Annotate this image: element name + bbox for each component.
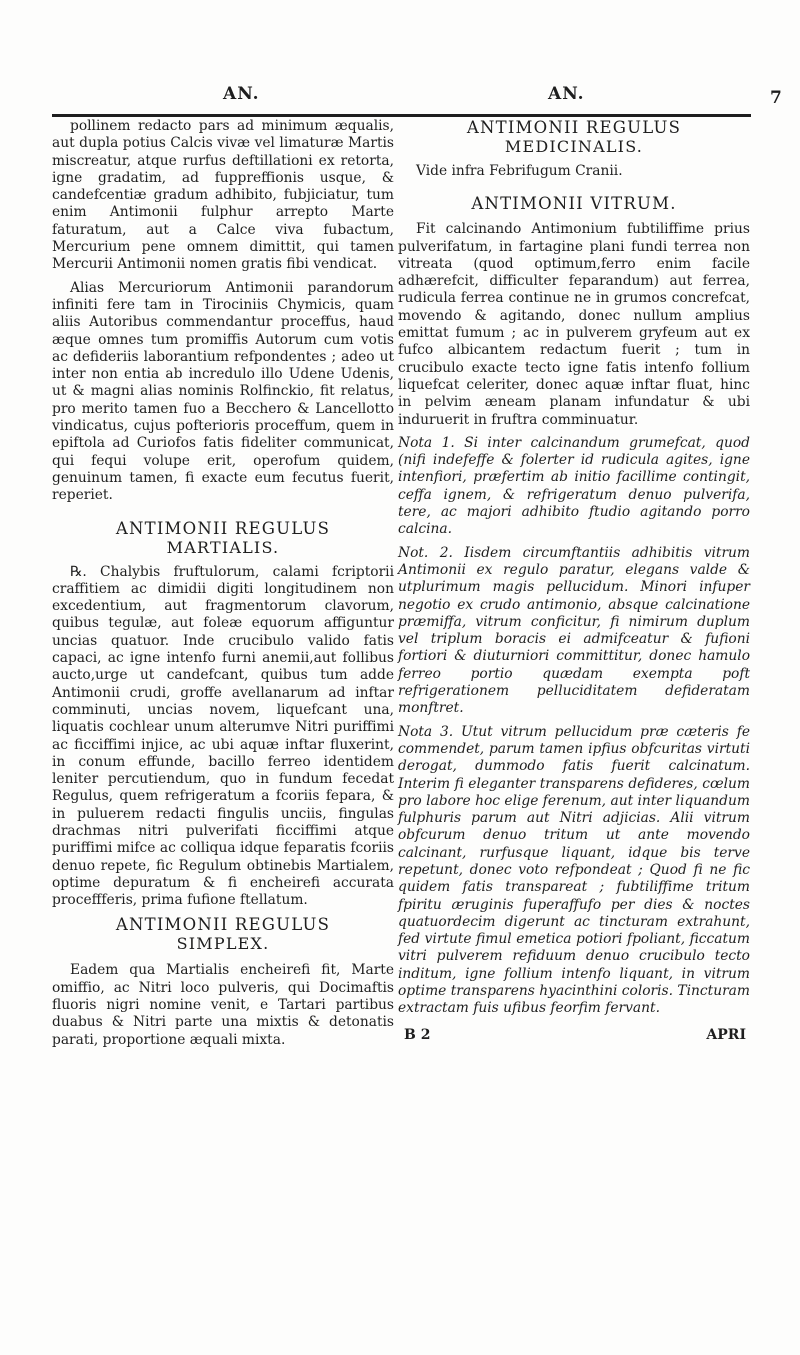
note-3: [398, 724, 750, 1018]
running-head-right: AN.: [548, 84, 585, 104]
heading-regulus-simplex: ANTIMONII REGULUS: [115, 915, 331, 935]
note-3-text: Utut vitrum pellucidum præ cæteris fe commendet, parum tamen ipfius obfcuritas virtuti derogat, dummodo fatis fuerit calcinatum. Interim fi eleganter transparens defideres, cœlum pro labore hoc elige ferenum, aut inter liquandum fulphuris parum aut Nitri adjicias. Alii vitrum obfcurum denuo tritum ut ante movendo calcinant, rurfusque liquant, idque bis terve repetunt, donec voto refpondeat ; Quod fi ne fic quidem fatis transpareat ; fubtiliffime tritum fpiritu æruginis fuperaffufo per dies & noctes quatuordecim digerunt ac tincturam extrahunt, fed virtute fimul emetica potiori fpoliant, ficcatum vitri pulverem refiduum denuo crucibulo tecto inditum, igne follium intenfo liquant, in vitrum optime transparens hyacinthini coloris. Tincturam extractam fuis ufibus feorfim fervant.: [398, 723, 751, 1017]
heading-vitrum: ANTIMONII VITRUM.: [471, 194, 677, 214]
paragraph-recipe-martialis: ℞. Chalybis fruftulorum, calami fcriptorii craffitiem ac dimidii digiti longitudinem non excedentium, aut fragmentorum clavorum, quibus tegulæ, aut foleæ equorum affiguntur uncias quatuor. Inde crucibulo valido fatis capaci, ac igne intenfo furni anemii,aut follibus aucto,urge ut candefcant, quibus tum adde Antimonii crudi, groffe avellanarum ad inftar comminuti, uncias novem, liquefcant una, liquatis cochlear unum alterumve Nitri puriffimi ac ficciffimi injice, ac ubi aquæ inftar fluxerint, in conum effunde, bacillo ferreo identidem leniter percutiendum, quo in fundum fecedat Regulus, quem refrigeratum a fcoriis feparа, & in puluerem redacti fingulis unciis, fingulas drachmas nitri pulverifati ficciffimi atque puriffimi mifce ac colliqua idque feparatis fcoriis denuo repete, fic Regulum obtinebis Martialem, optime depuratum & fi encheirefi accurata proceffferis, prima fufione ftellatum.: [52, 563, 394, 909]
right-column: [398, 118, 750, 1018]
note-2: [398, 545, 750, 718]
paragraph-vide-infra: Vide infra Febrifugum Cranii.: [416, 163, 623, 179]
note-2-label: Not. 2.: [398, 544, 453, 561]
running-head-left: AN.: [223, 84, 260, 104]
paragraph-mercuriorum-parandorum: Alias Mercuriorum Antimonii parandorum infiniti fere tam in Tirociniis Chymicis, quam aliis Autoribus commendantur proceffus, haud æque omnes tum promiffis Autorum cum votis ac defideriis laborantium refpondentes ; adeo ut inter non entia ab incredulo illo Udene Udenis, ut & magni alias nominis Rolfinckio, fit relatus, pro merito tamen fuo a Becchero & Lancellotto vindicatus, cujus pofterioris proceffum, quem in epiftola ad Curiofos fatis fideliter communicat, qui fequi volupe erit, operofum quidem, genuinum tamen, fi exacte eum fecutus fuerit, reperiet.: [52, 279, 394, 504]
page-number: 7: [770, 88, 782, 108]
note-1: [398, 435, 750, 539]
subheading-simplex: SIMPLEX.: [176, 934, 270, 954]
note-3-label: Nota 3.: [398, 723, 454, 740]
subheading-martialis: MARTIALIS.: [166, 537, 280, 557]
note-1-text: Si inter calcinandum grumefcat, quod (nifi indefeffe & folerter id rudicula agites, igne intenfiori, præfertim ab initio facillime contingit, ceffa ignem, & refrigeratum denuo pulverifa, tere, ac majori adhibito ftudio agitando porro calcina.: [398, 434, 750, 538]
heading-regulus-martialis: ANTIMONII REGULUS: [115, 518, 331, 538]
left-column: [52, 118, 394, 1049]
catchword: APRI: [706, 1027, 746, 1043]
signature-mark: B 2: [404, 1027, 431, 1043]
heading-regulus-medicinalis: ANTIMONII REGULUS: [466, 118, 682, 137]
note-2-text: Iisdem circumftantiis adhibitis vitrum Antimonii ex regulo paratur, elegans valde & utplurimum magis pellucidum. Minori infuper negotio ex crudo antimonio, absque calcinatione præmiffa, vitrum conficitur, fi nimirum duplum vel triplum boracis ei admifceatur & fufioni fortiori & diuturniori committitur, donec hamulo ferreo portio quædam exempta poft refrigerationem pelluciditatem defideratam monftret.: [398, 544, 751, 717]
paragraph-mercurius-continuation: pollinem redacto pars ad minimum æqualis, aut dupla potius Calcis vivæ vel limaturæ Martis miscreatur, atque rurfus deftillationi ex retorta, igne gradatim, ad fuppreffionis usque, & candefcentiæ gradum adhibito, fubjiciatur, tum enim Antimonii fulphur arrepto Marte faturatum, aut a Calce viva fubactum, Mercurium pene omnem dimittit, qui tamen Mercurii Antimonii nomen gratis fibi vendicat.: [52, 118, 394, 273]
paragraph-simplex: Eadem qua Martialis encheirefi fit, Marte omiffio, ac Nitri loco pulveris, qui Docimaftis fluoris nigri nomine venit, e Tartari partibus duabus & Nitri parte una mixtis & detonatis parati, proportione æquali mixta.: [52, 962, 394, 1048]
header-rule-left: [52, 114, 399, 117]
header-rule-right: [398, 114, 751, 117]
note-1-label: Nota 1.: [398, 434, 455, 451]
paragraph-vitrum-method: Fit calcinando Antimonium fubtiliffime prius pulverifatum, in fartagine plani fundi terrea non vitreata (quod optimum,ferro enim facile adhærefcit, difficulter feparandum) aut ferrea, rudicula ferrea continue ne in grumos concrefcat, movendo & agitando, donec nullum amplius emittat fumum ; ac in pulverem gryfeum aut ex fufco albicantem redactum fuerit ; tum in crucibulo exacte tecto igne fatis intenfo follium liquefcat celeriter, donec aquæ inftar fluat, hinc in pelvim æneam planam infundatur & ubi induruerit in fruftra comminuatur.: [398, 221, 750, 428]
subheading-medicinalis: MEDICINALIS.: [504, 137, 644, 156]
